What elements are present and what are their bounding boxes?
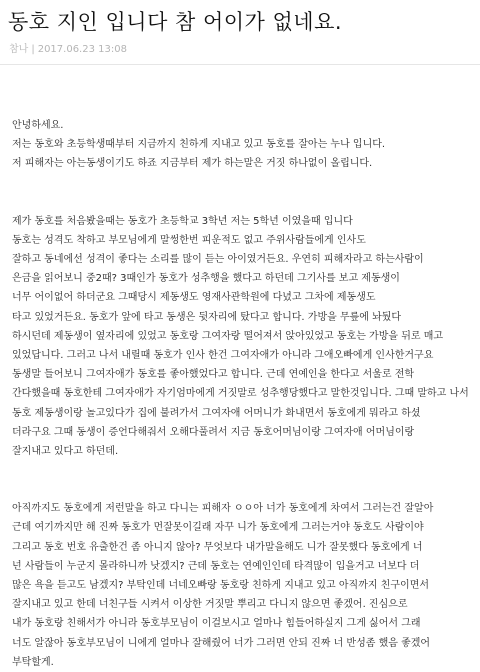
body-line: 너도 알잖아 동호부모님이 니에게 얼마나 잘해줬어 너가 그러면 안되 진짜 너 반성좀 했음 좋겠어 (12, 637, 431, 649)
body-line: 넌 사람들이 누군지 몰라하니까 낫겠지? 근데 동호는 연예인인데 타격많이 입을거고 너보다 더 (12, 560, 420, 572)
body-line: 잘지내고 있다고 하던데. (12, 446, 119, 458)
body-line: 타고 있었거든요. 동호가 앞에 타고 동생은 뒷자리에 탔다고 합니다. 가방을 무릎에 놔뒀다 (12, 311, 402, 323)
body-line: 안녕하세요. (12, 120, 64, 131)
body-line: 너무 어이없어 하더군요 그때당시 제동생도 영재사관학원에 다녔고 그차에 제동생도 (12, 292, 376, 304)
body-line: 근데 여기까지만 해 진짜 동호가 먼잘못이길래 자꾸 니가 동호에게 그러는거야 동호도 사람이야 (12, 522, 424, 534)
title-divider (0, 64, 480, 65)
body-line: 간다했을때 동호한테 그여자애가 자기엄마에게 거짓말로 성추행당했다고 말한것입니다. 그때 말하고 나서 (12, 388, 469, 400)
body-line: 저 피해자는 아는동생이기도 하죠 지금부터 제가 하는말은 거짓 하나없이 올립니다. (12, 158, 373, 170)
body-line: 저는 동호와 초등학생때부터 지금까지 친하게 지내고 있고 동호를 잘아는 누나 입니다. (12, 139, 386, 151)
body-line: 더라구요 그때 동생이 증언다해줘서 오해다풀려서 지금 동호어머님이랑 그여자애 어머님이랑 (12, 426, 415, 438)
body-line: 동호 제동생이랑 놀고있다가 집에 불려가서 그여자애 어머니가 화내면서 동호에게 뭐라고 하셨 (12, 407, 421, 419)
body-line: 하시던데 제동생이 옆자리에 있었고 동호랑 그여자랑 떨어져서 앉아있었고 동호는 가방을 뒤로 매고 (12, 330, 444, 342)
post-author[interactable]: 참나 (9, 44, 29, 55)
paragraph-gap (12, 461, 472, 499)
body-line: 잘지내고 있고 한데 너친구들 시켜서 이상한 거짓말 뿌리고 다니지 않으면 좋겠어. 진심으로 (12, 599, 408, 611)
body-line: 제가 동호를 처음봤을때는 동호가 초등학교 3학년 저는 5학년 이였을때 입니다 (12, 215, 353, 227)
body-line: 내가 동호랑 친해서가 아니라 동호부모님이 이걸보시고 얼마나 힘들어하실지 그게 싫어서 그래 (12, 618, 421, 630)
post-meta (9, 40, 127, 55)
body-line: 많은 욕을 듣고도 남겠지? 부탁인데 너네오빠랑 동호랑 친하게 지내고 있고 아직까지 친구이면서 (12, 580, 430, 592)
body-line: 부탁할게. (12, 656, 54, 668)
body-line: 은금을 읽어보니 중2때? 3때인가 동호가 성추행을 했다고 하던데 그기사를 보고 제동생이 (12, 273, 400, 285)
meta-separator: | (31, 44, 35, 55)
body-line: 동생말 들어보니 그여자애가 동호를 좋아했었다고 합니다. 근데 연예인을 한다고 서울로 전학 (12, 369, 415, 381)
body-line: 있었답니다. 그러고 나서 내릴때 동호가 인사 한건 그여자애가 아니라 그애오빠에게 인사한거구요 (12, 350, 434, 362)
post-title: 동호 지인 입니다 참 어이가 없네요. (8, 10, 343, 34)
post-body (12, 116, 472, 672)
body-line: 그리고 동호 번호 유출한건 좀 아니지 않아? 무엇보다 내가말을해도 니가 잘못했다 동호에게 너 (12, 541, 423, 553)
body-line: 아직까지도 동호에게 저런말을 하고 다니는 피해자 ㅇㅇ아 너가 동호에게 차여서 그러는건 잘알아 (12, 503, 434, 515)
body-line: 잘하고 동네에선 성격이 좋다는 소리를 많이 듣는 아이였거든요. 우연히 피해자라고 하는사람이 (12, 254, 424, 266)
body-line: 동호는 성격도 착하고 부모님에게 말썽한번 피운적도 없고 주위사람들에게 인사도 (12, 234, 366, 246)
post-date: 2017.06.23 13:08 (37, 44, 127, 55)
paragraph-gap (12, 174, 472, 212)
